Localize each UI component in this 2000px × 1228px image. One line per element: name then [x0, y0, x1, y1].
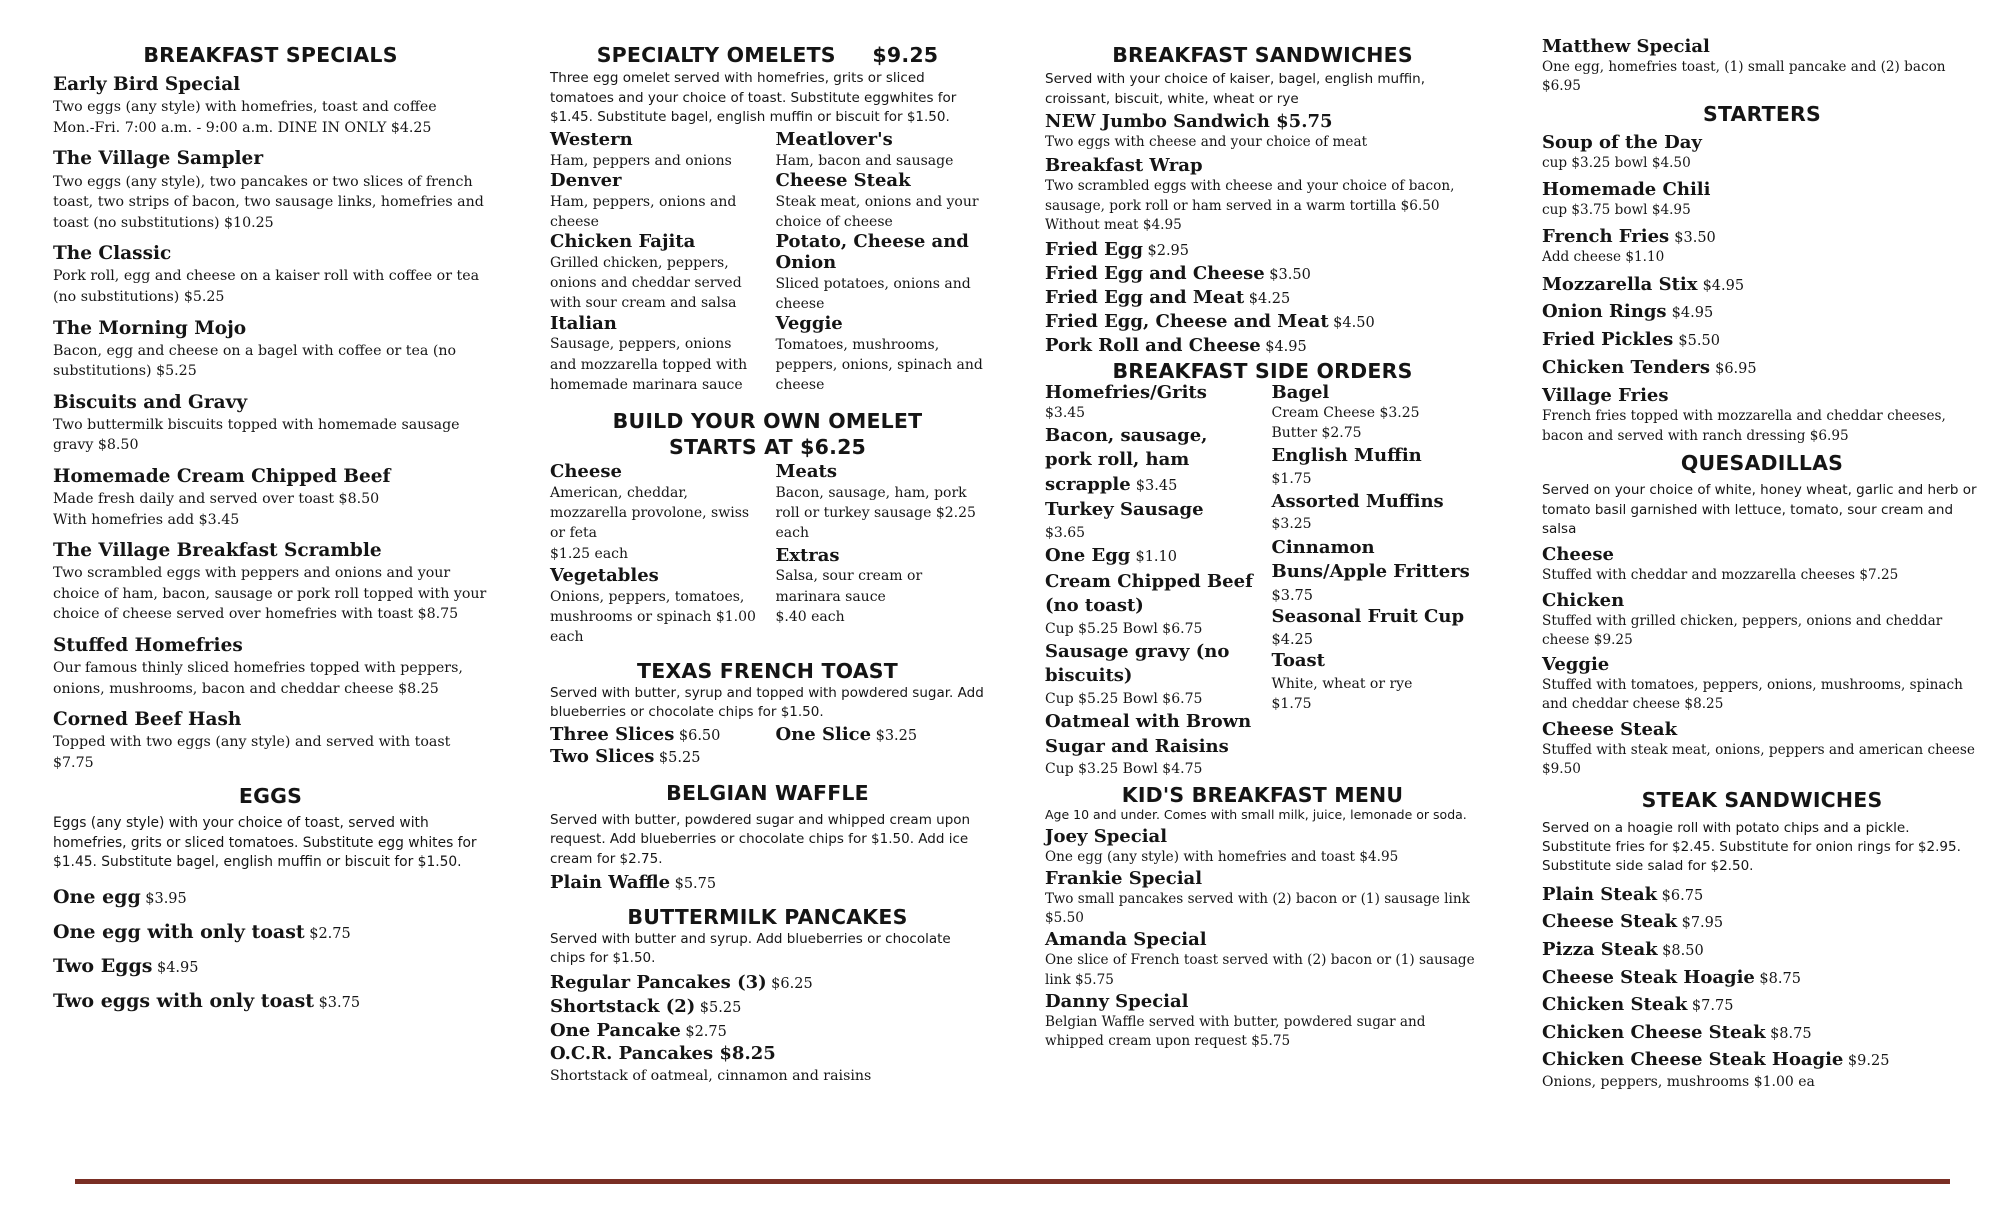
- item-price: $4.50: [1333, 315, 1375, 332]
- item-name: Cheese: [1542, 544, 1614, 566]
- item-name: Corned Beef Hash: [53, 709, 242, 731]
- item-desc: $3.45: [1045, 404, 1086, 421]
- french-toast-grid: [550, 725, 985, 770]
- menu-item: [1272, 605, 1481, 648]
- item-desc: Onions, peppers, tomatoes, mushrooms or spinach $1.00 each: [550, 588, 756, 646]
- menu-item: [1045, 262, 1480, 286]
- menu-item: [1045, 640, 1254, 709]
- item-price: $6.95: [1715, 361, 1757, 378]
- item-name: One Egg: [1045, 545, 1131, 567]
- item-name: Shortstack (2): [550, 995, 696, 1017]
- waffle-intro: Served with butter, powdered sugar and whipped cream upon request. Add blueberries or chocolate chips for $1.50. Add ice cream for $2.75.: [550, 811, 971, 867]
- side-orders-title: BREAKFAST SIDE ORDERS: [1112, 359, 1413, 384]
- menu-item: [53, 465, 488, 530]
- item-desc: Our famous thinly sliced homefries topped with peppers, onions, mushrooms, bacon and cheddar cheese $8.25: [53, 660, 463, 697]
- item-desc: French fries topped with mozzarella and cheddar cheeses, bacon and served with ranch dressing $6.95: [1542, 408, 1946, 444]
- item-name: Fried Egg: [1045, 239, 1143, 261]
- omelet-col-right: [776, 130, 986, 396]
- menu-item: [1272, 536, 1481, 604]
- item-name: Cheese Steak: [1542, 911, 1678, 933]
- item-name: Pizza Steak: [1542, 939, 1658, 960]
- item-desc: $.40 each: [775, 609, 845, 626]
- item-price: $5.25: [658, 750, 701, 767]
- french-toast-intro: Served with butter, syrup and topped with powdered sugar. Add blueberries or chocolate chips for $1.50.: [550, 684, 984, 721]
- item-desc: Bacon, sausage, ham, pork roll or turkey sausage $2.25 each: [775, 484, 976, 542]
- item-name: Denver: [550, 169, 622, 191]
- item-desc: Two eggs (any style), two pancakes or two slices of french toast, two strips of bacon, two sausage links, homefries and toast (no substitutions) $10.25: [53, 173, 484, 231]
- item-desc: Cup $3.25 Bowl $4.75: [1045, 760, 1203, 777]
- specialty-omelets-title: SPECIALTY OMELETS $9.25: [596, 43, 939, 67]
- item-name: Two eggs with only toast: [53, 989, 315, 1012]
- french-toast-title: TEXAS FRENCH TOAST: [637, 658, 898, 683]
- steak-intro: Served on a hoagie roll with potato chips and a pickle. Substitute fries for $2.45. Substitute for onion rings for $2.95. Substitute side salad for $2.50.: [1542, 819, 1961, 875]
- item-desc: One slice of French toast served with (2) bacon or (1) sausage link $5.75: [1045, 952, 1475, 988]
- menu-item: [1542, 357, 1982, 379]
- item-name: Bagel: [1271, 381, 1330, 403]
- item-name: Cheese: [550, 461, 622, 483]
- eggs-title: EGGS: [238, 783, 303, 808]
- item-name: Two Slices: [550, 746, 655, 768]
- menu-item: [550, 747, 760, 769]
- sides-col-left: [1045, 383, 1254, 780]
- item-price: $4.95: [1671, 305, 1714, 322]
- column-1: [53, 36, 488, 1023]
- item-desc: Onions, peppers, mushrooms $1.00 ea: [1542, 1073, 1815, 1090]
- item-name: Frankie Special: [1045, 867, 1203, 889]
- item-name: Cheese Steak: [1542, 718, 1678, 740]
- menu-item: [550, 1042, 985, 1086]
- item-name: Cheese Steak: [775, 169, 911, 191]
- column-4: [1542, 36, 1982, 1092]
- item-desc: Bacon, egg and cheese on a bagel with coffee or tea (no substitutions) $5.25: [53, 342, 457, 380]
- item-desc: Sliced potatoes, onions and cheese: [775, 275, 971, 312]
- item-name: Cheese Steak Hoagie: [1542, 966, 1755, 988]
- item-desc: Grilled chicken, peppers, onions and cheddar served with sour cream and salsa: [550, 254, 742, 312]
- french-toast-col-left: [550, 725, 760, 770]
- menu-item: [1045, 111, 1480, 152]
- menu-item: [1272, 444, 1481, 489]
- item-name: Two Eggs: [53, 955, 153, 978]
- build-omelet-subtitle: STARTS AT $6.25: [668, 434, 866, 459]
- menu-item: [550, 462, 760, 564]
- item-name: The Village Sampler: [53, 148, 264, 170]
- item-desc: Cup $5.25 Bowl $6.75: [1045, 620, 1203, 637]
- item-name: Plain Steak: [1542, 883, 1658, 905]
- menu-item: [53, 989, 488, 1014]
- item-price: $3.50: [1674, 230, 1716, 247]
- item-name: Chicken Steak: [1542, 994, 1688, 1016]
- item-desc: Salsa, sour cream or marinara sauce: [775, 568, 923, 605]
- item-name: Soup of the Day: [1542, 131, 1702, 153]
- menu-item: [776, 725, 986, 747]
- item-name: Pork Roll and Cheese: [1045, 335, 1261, 357]
- item-name: Mozzarella Stix: [1542, 273, 1698, 295]
- menu-item: [550, 971, 985, 995]
- menu-item: [776, 171, 986, 232]
- menu-item: [776, 232, 986, 314]
- item-price: $4.95: [1265, 339, 1307, 356]
- menu-item: [1542, 654, 1982, 715]
- item-price: $3.75: [1271, 587, 1314, 604]
- build-omelet-grid: [550, 462, 985, 649]
- menu-item: [1045, 929, 1480, 990]
- menu-item: [1542, 329, 1982, 351]
- item-desc: Two small pancakes served with (2) bacon or (1) sausage link $5.50: [1045, 890, 1470, 927]
- item-desc: Stuffed with grilled chicken, peppers, onions and cheddar cheese $9.25: [1542, 612, 1943, 648]
- menu-item: [53, 634, 488, 699]
- item-price: $8.75: [1759, 970, 1801, 987]
- menu-item: [53, 920, 488, 945]
- item-name: Joey Special: [1045, 825, 1168, 847]
- menu-item: [1045, 710, 1254, 779]
- french-toast-col-right: [776, 725, 986, 770]
- item-desc: With homefries add $3.45: [53, 511, 240, 528]
- item-name: English Muffin: [1271, 445, 1422, 467]
- menu-item: [1542, 883, 1982, 907]
- menu-item: [776, 314, 986, 396]
- menu-item: [1045, 544, 1254, 568]
- menu-item: [1045, 570, 1254, 639]
- sandwiches-intro: Served with your choice of kaiser, bagel, english muffin, croissant, biscuit, white, wheat or rye: [1045, 71, 1426, 107]
- menu-item: [550, 871, 985, 895]
- item-price: $9.25: [1847, 1053, 1890, 1070]
- menu-item: [1542, 910, 1982, 934]
- item-desc: Without meat $4.95: [1045, 216, 1182, 233]
- menu-item: [53, 317, 488, 382]
- item-name: Plain Waffle: [550, 872, 671, 894]
- item-name: One Pancake: [550, 1019, 681, 1041]
- menu-item: [776, 130, 986, 171]
- quesadillas-intro: Served on your choice of white, honey wheat, garlic and herb or tomato basil garnished with lettuce, tomato, sour cream and salsa: [1542, 482, 1977, 537]
- omelet-col-left: [550, 130, 760, 396]
- item-price: $2.75: [685, 1023, 727, 1040]
- item-price: $8.75: [1770, 1025, 1812, 1042]
- menu-item: [550, 725, 760, 747]
- item-name: Chicken Fajita: [550, 231, 696, 253]
- build-col-left: [550, 462, 760, 649]
- item-name: Veggie: [1542, 654, 1610, 676]
- menu-item: [1542, 226, 1982, 267]
- pancakes-title: BUTTERMILK PANCAKES: [627, 904, 908, 929]
- omelets-intro: Three egg omelet served with homefries, grits or sliced tomatoes and your choice of toast. Substitute eggwhites for $1.45. Substitute bagel, english muffin or biscuit for $1.50.: [550, 70, 957, 126]
- kids-menu-title: KID'S BREAKFAST MENU: [1121, 783, 1404, 808]
- item-name: Fried Egg, Cheese and Meat: [1045, 311, 1329, 333]
- menu-item: [53, 73, 488, 138]
- menu-item: [776, 546, 986, 628]
- item-price: $4.95: [156, 960, 199, 977]
- menu-item: [550, 566, 760, 648]
- menu-item: [550, 314, 760, 396]
- menu-item: [1272, 649, 1481, 714]
- item-name: Bacon, sausage, pork roll, ham scrapple: [1045, 424, 1208, 495]
- column-3: [1045, 36, 1480, 1053]
- item-name: Breakfast Wrap: [1045, 155, 1203, 177]
- menu-item: [1045, 498, 1254, 543]
- item-name: Cream Chipped Beef (no toast): [1045, 570, 1253, 617]
- build-omelet-title: BUILD YOUR OWN OMELET: [612, 408, 923, 433]
- menu-item: [1045, 155, 1480, 235]
- quesadillas-title: QUESADILLAS: [1680, 450, 1844, 475]
- item-name: Assorted Muffins: [1271, 490, 1444, 512]
- item-price: $3.50: [1269, 267, 1311, 284]
- item-name: Stuffed Homefries: [53, 635, 243, 657]
- item-desc: Butter $2.75: [1271, 424, 1362, 441]
- item-name: Fried Egg and Meat: [1045, 287, 1245, 309]
- item-desc: Stuffed with cheddar and mozzarella cheeses $7.25: [1542, 567, 1899, 584]
- item-desc: Two buttermilk biscuits topped with homemade sausage gravy $8.50: [53, 416, 460, 454]
- item-price: $3.25: [875, 727, 918, 744]
- item-desc: Two eggs (any style) with homefries, toast and coffee: [53, 99, 437, 116]
- item-price: $4.25: [1248, 291, 1291, 308]
- menu-item: [1542, 590, 1982, 651]
- item-name: Chicken Tenders: [1542, 357, 1711, 379]
- item-name: The Morning Mojo: [53, 317, 247, 339]
- menu-item: [1542, 36, 1982, 97]
- menu-item: [1542, 1048, 1982, 1072]
- item-desc: $1.25 each: [550, 545, 629, 562]
- item-desc: Two eggs with cheese and your choice of meat: [1045, 134, 1368, 151]
- omelet-grid: [550, 130, 985, 396]
- menu-item: [1045, 424, 1254, 497]
- item-name: Regular Pancakes (3): [550, 971, 767, 993]
- item-name: Biscuits and Gravy: [53, 391, 248, 413]
- item-name: The Village Breakfast Scramble: [53, 540, 382, 562]
- item-name: Potato, Cheese and Onion: [775, 231, 969, 273]
- item-name: One egg: [53, 886, 141, 909]
- item-name: O.C.R. Pancakes $8.25: [550, 1043, 776, 1065]
- item-price: $6.25: [771, 975, 813, 992]
- item-desc: White, wheat or rye: [1271, 675, 1413, 692]
- side-orders-grid: [1045, 383, 1480, 780]
- menu-item: [53, 242, 488, 307]
- item-name: Oatmeal with Brown Sugar and Raisins: [1045, 711, 1252, 757]
- menu-item: [550, 1019, 985, 1043]
- build-col-right: [776, 462, 986, 649]
- menu-item: [1272, 383, 1481, 443]
- menu-item: [1542, 385, 1982, 446]
- item-name: Sausage gravy (no biscuits): [1045, 640, 1230, 687]
- item-price: $3.75: [318, 994, 361, 1011]
- item-desc: Stuffed with steak meat, onions, peppers and american cheese $9.50: [1542, 741, 1975, 778]
- item-name: Amanda Special: [1045, 929, 1207, 951]
- menu-item: [53, 708, 488, 773]
- item-name: Cinnamon Buns/Apple Fritters: [1271, 536, 1470, 583]
- item-desc: Cream Cheese $3.25: [1271, 404, 1420, 421]
- item-name: Meats: [775, 461, 837, 483]
- item-name: Chicken Cheese Steak: [1542, 1021, 1766, 1043]
- item-desc: Stuffed with tomatoes, peppers, onions, mushrooms, spinach and cheddar cheese $8.25: [1542, 677, 1963, 713]
- item-name: Seasonal Fruit Cup: [1271, 605, 1465, 627]
- menu-item: [550, 130, 760, 171]
- item-name: French Fries: [1542, 226, 1670, 248]
- item-desc: $3.25: [1271, 516, 1312, 533]
- item-desc: Steak meat, onions and your choice of cheese: [775, 193, 979, 230]
- menu-item: [53, 391, 488, 456]
- item-desc: $3.65: [1045, 524, 1086, 541]
- menu-item: [1542, 938, 1982, 962]
- item-desc: Belgian Waffle served with butter, powdered sugar and whipped cream upon request $5.75: [1045, 1013, 1426, 1050]
- belgian-waffle-title: BELGIAN WAFFLE: [666, 780, 869, 805]
- item-name: Vegetables: [550, 565, 659, 587]
- starters-title: STARTERS: [1702, 101, 1822, 126]
- item-desc: $1.75: [1271, 470, 1312, 487]
- item-name: Homemade Cream Chipped Beef: [53, 466, 391, 487]
- menu-item: [1045, 310, 1480, 334]
- item-desc: Two scrambled eggs with peppers and onions and your choice of ham, bacon, sausage or pork roll topped with your choice of cheese served over homefries with toast $8.75: [53, 565, 487, 623]
- item-desc: Ham, bacon and sausage: [775, 152, 954, 169]
- item-price: $6.50: [678, 727, 721, 744]
- menu-item: [776, 462, 986, 544]
- item-name: Fried Egg and Cheese: [1045, 263, 1265, 285]
- item-desc: Topped with two eggs (any style) and served with toast $7.75: [53, 734, 451, 771]
- menu-item: [1045, 383, 1254, 423]
- item-price: $5.50: [1678, 333, 1720, 350]
- menu-item: [1045, 868, 1480, 929]
- bottom-divider: [75, 1179, 1950, 1184]
- menu-item: [1045, 991, 1480, 1052]
- sides-col-right: [1272, 383, 1481, 780]
- menu-item: [1045, 238, 1480, 262]
- item-name: One egg with only toast: [53, 920, 305, 943]
- sandwiches-title: BREAKFAST SANDWICHES: [1112, 43, 1413, 67]
- item-desc: Sausage, peppers, onions and mozzarella topped with homemade marinara sauce: [550, 336, 748, 394]
- item-price: $4.25: [1271, 632, 1314, 649]
- item-price: $1.10: [1135, 549, 1177, 566]
- menu-item: [1542, 993, 1982, 1017]
- item-name: Extras: [775, 544, 840, 566]
- item-name: Veggie: [775, 313, 843, 335]
- steak-sandwiches-title: STEAK SANDWICHES: [1641, 788, 1883, 813]
- menu-item: [1542, 966, 1982, 990]
- item-price: $5.75: [674, 876, 717, 893]
- item-desc: Tomatoes, mushrooms, peppers, onions, spinach and cheese: [775, 336, 983, 394]
- item-price: $2.95: [1147, 243, 1190, 260]
- item-price: $3.45: [1135, 477, 1178, 494]
- item-desc: $1.75: [1271, 695, 1312, 712]
- menu-item: [1272, 490, 1481, 535]
- eggs-intro: Eggs (any style) with your choice of toast, served with homefries, grits or sliced tomatoes. Substitute egg whites for $1.45. Substitute bagel, english muffin or biscuit for $1.50.: [53, 814, 477, 871]
- item-desc: One egg (any style) with homefries and toast $4.95: [1045, 848, 1399, 865]
- kids-intro: Age 10 and under. Comes with small milk, juice, lemonade or soda.: [1045, 806, 1467, 822]
- item-desc: Ham, peppers, onions and cheese: [550, 193, 737, 230]
- item-desc: Mon.-Fri. 7:00 a.m. - 9:00 a.m. DINE IN ONLY $4.25: [53, 119, 432, 136]
- menu-item: [53, 954, 488, 979]
- item-desc: Cup $5.25 Bowl $6.75: [1045, 690, 1203, 707]
- column-2: [550, 36, 985, 1095]
- item-name: Fried Pickles: [1542, 329, 1674, 351]
- pancakes-intro: Served with butter and syrup. Add blueberries or chocolate chips for $1.50.: [550, 930, 951, 967]
- item-price: $6.75: [1661, 887, 1704, 904]
- item-name: Italian: [550, 312, 617, 334]
- item-name: Turkey Sausage: [1045, 499, 1204, 521]
- item-desc: American, cheddar, mozzarella provolone, swiss or feta: [550, 484, 750, 542]
- item-name: Danny Special: [1045, 991, 1189, 1013]
- menu-item: [1542, 274, 1982, 296]
- item-price: $7.75: [1691, 998, 1734, 1015]
- item-name: Homefries/Grits: [1045, 381, 1207, 403]
- item-name: Western: [550, 128, 633, 150]
- menu-item: [550, 232, 760, 314]
- menu-item: [53, 539, 488, 625]
- item-name: Village Fries: [1542, 385, 1669, 407]
- menu-item: [53, 885, 488, 910]
- item-price: $2.75: [309, 925, 351, 942]
- item-price: $8.50: [1662, 943, 1704, 959]
- item-price: $3.95: [145, 891, 187, 908]
- menu-item: [1542, 719, 1982, 780]
- item-desc: Ham, peppers and onions: [550, 152, 732, 169]
- item-price: $4.95: [1702, 277, 1745, 294]
- menu-item: [1045, 334, 1480, 358]
- item-name: NEW Jumbo Sandwich $5.75: [1045, 111, 1333, 133]
- item-name: Homemade Chili: [1542, 179, 1711, 201]
- menu-item: [1542, 179, 1982, 220]
- item-name: Chicken Cheese Steak Hoagie: [1542, 1049, 1844, 1071]
- menu-item: [550, 171, 760, 232]
- item-desc: cup $3.75 bowl $4.95: [1542, 201, 1691, 218]
- item-name: Toast: [1271, 650, 1325, 672]
- item-desc: Shortstack of oatmeal, cinnamon and raisins: [550, 1067, 872, 1084]
- menu-item: [1542, 1021, 1982, 1045]
- menu-item: [53, 147, 488, 233]
- menu-item: [1542, 544, 1982, 585]
- menu-item: [1045, 286, 1480, 310]
- menu-item: [550, 995, 985, 1019]
- item-desc: One egg, homefries toast, (1) small pancake and (2) bacon $6.95: [1542, 58, 1946, 95]
- item-name: Early Bird Special: [53, 74, 241, 96]
- item-name: Matthew Special: [1542, 36, 1710, 57]
- item-price: $5.25: [699, 999, 742, 1016]
- item-price: $7.95: [1681, 915, 1724, 932]
- breakfast-specials-title: BREAKFAST SPECIALS: [143, 43, 398, 67]
- item-desc: Pork roll, egg and cheese on a kaiser roll with coffee or tea (no substitutions) $5.25: [53, 268, 480, 305]
- item-desc: Two scrambled eggs with cheese and your choice of bacon, sausage, pork roll or ham served in a warm tortilla $6.50: [1045, 178, 1455, 214]
- menu-item: [1542, 132, 1982, 173]
- item-name: Onion Rings: [1542, 301, 1667, 323]
- item-desc: Add cheese $1.10: [1542, 249, 1665, 266]
- item-desc: cup $3.25 bowl $4.50: [1542, 154, 1691, 171]
- item-name: Meatlover's: [775, 128, 893, 150]
- menu-item: [1542, 301, 1982, 323]
- item-name: The Classic: [53, 243, 172, 265]
- item-desc: Made fresh daily and served over toast $8.50: [53, 491, 380, 508]
- menu-item: [1045, 826, 1480, 867]
- item-name: Chicken: [1542, 589, 1625, 611]
- item-name: Three Slices: [550, 723, 675, 745]
- item-name: One Slice: [775, 723, 872, 745]
